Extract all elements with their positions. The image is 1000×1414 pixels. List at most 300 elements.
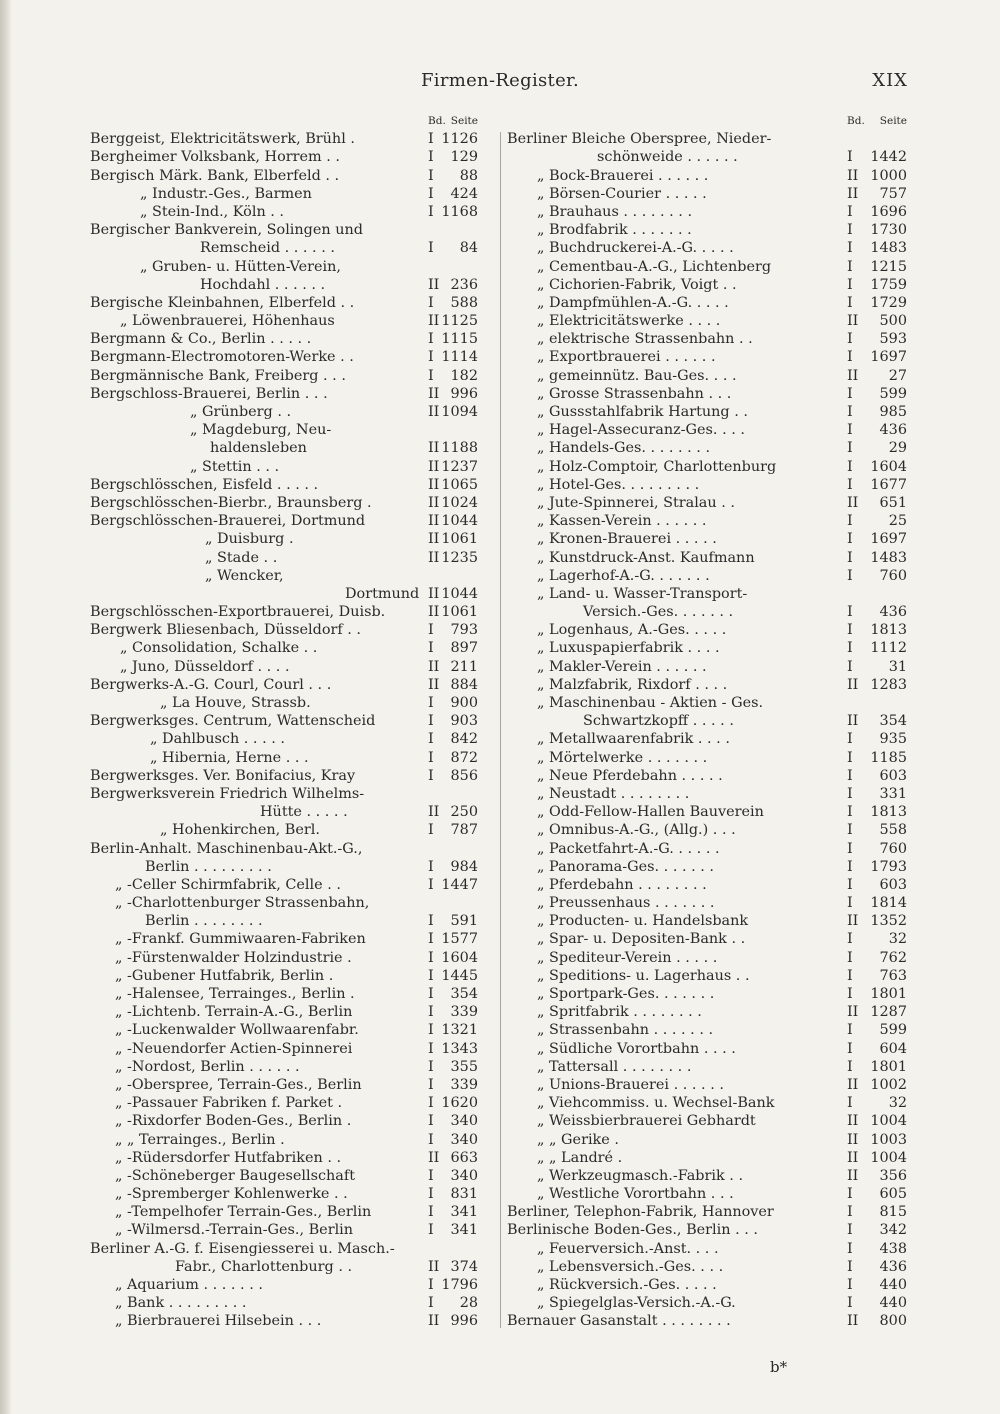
entry-page: 1677 — [870, 476, 907, 493]
entry-volume: I — [847, 1258, 853, 1275]
register-entry — [507, 803, 907, 821]
entry-name: „ Gussstahlfabrik Hartung . . — [537, 404, 748, 420]
register-entry — [90, 894, 480, 912]
entry-page: 591 — [450, 913, 478, 930]
bd-header: Bd. — [428, 115, 446, 127]
register-entry — [90, 1203, 480, 1221]
entry-volume: I — [847, 749, 853, 766]
register-entry — [507, 658, 907, 676]
entry-name: „ Weissbierbrauerei Gebhardt — [537, 1113, 756, 1130]
entry-volume: I — [847, 1022, 853, 1039]
entry-page: 604 — [879, 1040, 907, 1057]
entry-name: „ -Rixdorfer Boden-Ges., Berlin . — [115, 1113, 352, 1130]
entry-page: 1000 — [870, 167, 907, 184]
entry-volume: II — [428, 676, 440, 693]
entry-page: 236 — [450, 276, 478, 293]
entry-page: 341 — [450, 1204, 478, 1221]
register-entry — [90, 1312, 480, 1330]
entry-page: 856 — [450, 767, 478, 784]
entry-name: „ Hibernia, Herne . . . — [150, 749, 309, 766]
entry-volume: I — [428, 913, 434, 930]
entry-page: 29 — [888, 440, 907, 457]
entry-page: 985 — [879, 404, 907, 420]
entry-name: „ Neustadt . . . . . . . . — [537, 785, 690, 802]
register-entry — [507, 767, 907, 785]
register-entry — [507, 1058, 907, 1076]
register-entry — [507, 785, 907, 803]
entry-volume: I — [428, 931, 434, 948]
entry-volume: I — [428, 1204, 434, 1221]
entry-page: 651 — [879, 494, 907, 511]
register-entry — [507, 1021, 907, 1039]
register-entry — [90, 512, 480, 530]
entry-name: „ Buchdruckerei-A.-G. . . . . — [537, 240, 734, 257]
entry-page: 1801 — [870, 986, 907, 1002]
register-entry — [90, 258, 480, 276]
entry-volume: II — [847, 1004, 859, 1021]
entry-name: „ Packetfahrt-A.-G. . . . . . — [537, 840, 720, 857]
entry-volume: II — [428, 604, 440, 621]
entry-name: Bergschlösschen-Brauerei, Dortmund — [90, 513, 366, 530]
register-entry — [90, 1076, 480, 1094]
register-entry — [90, 1185, 480, 1203]
register-entry — [507, 1131, 907, 1149]
entry-page: 354 — [450, 986, 478, 1002]
entry-page: 1004 — [870, 1113, 907, 1130]
entry-volume: I — [428, 1295, 434, 1312]
entry-volume: I — [847, 513, 853, 530]
register-entry — [90, 221, 480, 239]
entry-page: 897 — [450, 640, 478, 657]
entry-volume: I — [428, 949, 434, 966]
register-entry — [90, 1276, 480, 1294]
entry-volume: I — [428, 858, 434, 875]
entry-name: „ La Houve, Strassb. — [160, 695, 311, 711]
register-entry — [507, 1294, 907, 1312]
register-entry — [507, 1076, 907, 1094]
entry-volume: II — [428, 440, 440, 457]
entry-page: 1024 — [441, 494, 478, 511]
register-entry — [507, 1185, 907, 1203]
right-column-header — [507, 112, 907, 130]
register-entry — [507, 385, 907, 403]
register-entry — [90, 403, 480, 421]
left-entries — [90, 130, 480, 1330]
entry-page: 32 — [888, 1095, 907, 1112]
register-entry — [90, 367, 480, 385]
entry-volume: I — [847, 258, 853, 275]
entry-name: Berliner, Telephon-Fabrik, Hannover — [507, 1204, 774, 1221]
entry-page: 900 — [450, 695, 478, 711]
entry-name: „ Dahlbusch . . . . . — [150, 731, 285, 748]
entry-volume: II — [428, 804, 440, 821]
entry-page: 1696 — [870, 203, 907, 220]
register-entry — [507, 840, 907, 858]
bd-header: Bd. — [847, 115, 865, 127]
entry-volume: I — [428, 349, 434, 366]
entry-name: „ Bock-Brauerei . . . . . . — [537, 167, 709, 184]
entry-page: 129 — [450, 149, 478, 166]
entry-volume: I — [847, 385, 853, 402]
register-entry — [507, 312, 907, 330]
entry-name: „ Hohenkirchen, Berl. — [160, 822, 320, 839]
entry-volume: II — [428, 313, 440, 330]
register-entry — [507, 239, 907, 257]
entry-page: 331 — [879, 785, 907, 802]
entry-name: „ Holz-Comptoir, Charlottenburg — [537, 458, 777, 475]
entry-name: „ Juno, Düsseldorf . . . . — [120, 658, 290, 675]
entry-volume: II — [428, 658, 440, 675]
entry-name: Bernauer Gasanstalt . . . . . . . . — [507, 1313, 731, 1330]
entry-page: 211 — [450, 658, 478, 675]
entry-page: 1442 — [870, 149, 907, 166]
register-entry — [90, 476, 480, 494]
register-entry — [507, 530, 907, 548]
entry-name: „ Industr.-Ges., Barmen — [140, 185, 312, 202]
entry-volume: I — [847, 731, 853, 748]
entry-page: 793 — [450, 622, 478, 639]
entry-page: 1813 — [870, 622, 907, 639]
entry-name: „ Spiegelglas-Versich.-A.-G. — [537, 1295, 736, 1312]
entry-page: 1168 — [441, 203, 478, 220]
left-column-header — [90, 112, 480, 130]
entry-volume: I — [428, 695, 434, 711]
entry-name: „ Logenhaus, A.-Ges. . . . . — [537, 622, 727, 639]
register-entry — [507, 985, 907, 1003]
entry-volume: I — [428, 185, 434, 202]
entry-name: „ Lebensversich.-Ges. . . . — [537, 1258, 724, 1275]
entry-page: 1814 — [870, 895, 907, 912]
entry-page: 339 — [450, 1076, 478, 1093]
entry-volume: I — [847, 240, 853, 257]
register-entry — [90, 967, 480, 985]
entry-name: „ Jute-Spinnerei, Stralau . . — [537, 494, 735, 511]
signature-mark: b* — [770, 1358, 788, 1376]
entry-name: „ Producten- u. Handelsbank — [537, 913, 749, 930]
register-entry — [90, 185, 480, 203]
entry-volume: II — [428, 585, 440, 602]
register-entry — [507, 894, 907, 912]
register-entry — [90, 1167, 480, 1185]
entry-page: 1604 — [441, 949, 478, 966]
entry-name: „ gemeinnütz. Bau-Ges. . . . — [537, 367, 737, 384]
entry-page: 1004 — [870, 1149, 907, 1166]
register-entry — [507, 621, 907, 639]
entry-name: Berlin-Anhalt. Maschinenbau-Akt.-G., — [90, 840, 363, 857]
register-entry — [90, 567, 480, 585]
entry-page: 903 — [450, 713, 478, 730]
register-entry — [507, 567, 907, 585]
register-entry — [507, 712, 907, 730]
entry-name: Remscheid . . . . . . — [200, 240, 335, 257]
entry-volume: I — [428, 767, 434, 784]
entry-volume: I — [847, 1204, 853, 1221]
entry-page: 1044 — [441, 513, 478, 530]
entry-volume: I — [847, 1295, 853, 1312]
entry-volume: I — [847, 967, 853, 984]
register-entry — [507, 148, 907, 166]
entry-page: 1061 — [441, 531, 478, 548]
entry-name: Berliner Bleiche Oberspree, Nieder- — [507, 131, 772, 148]
entry-page: 884 — [450, 676, 478, 693]
entry-volume: II — [847, 1076, 859, 1093]
entry-name: „ Brodfabrik . . . . . . . — [537, 222, 692, 239]
entry-volume: I — [428, 822, 434, 839]
register-entry — [507, 1203, 907, 1221]
entry-volume: I — [847, 949, 853, 966]
entry-volume: I — [847, 658, 853, 675]
entry-name: „ -Luckenwalder Wollwaarenfabr. — [115, 1022, 359, 1039]
register-entry — [90, 1094, 480, 1112]
entry-volume: II — [428, 404, 440, 420]
entry-name: „ -Halensee, Terrainges., Berlin . — [115, 986, 355, 1002]
entry-volume: I — [428, 1131, 434, 1148]
entry-name: „ Duisburg . — [205, 531, 294, 548]
register-entry — [90, 803, 480, 821]
entry-volume: II — [847, 367, 859, 384]
entry-page: 1002 — [870, 1076, 907, 1093]
register-entry — [507, 749, 907, 767]
entry-name: Bergschlösschen-Exportbrauerei, Duisb. — [90, 604, 386, 621]
entry-name: Fabr., Charlottenburg . . — [175, 1258, 353, 1275]
register-entry — [507, 694, 907, 712]
entry-volume: I — [428, 749, 434, 766]
entry-name: „ Hotel-Ges. . . . . . . . . — [537, 476, 700, 493]
entry-name: „ Südliche Vorortbahn . . . . — [537, 1040, 736, 1057]
entry-name: „ Exportbrauerei . . . . . . — [537, 349, 716, 366]
entry-page: 1215 — [870, 258, 907, 275]
register-entry — [507, 1276, 907, 1294]
entry-volume: I — [847, 622, 853, 639]
entry-name: „ Bierbrauerei Hilsebein . . . — [115, 1313, 322, 1330]
entry-volume: I — [428, 149, 434, 166]
register-entry — [90, 312, 480, 330]
entry-name: „ Cementbau-A.-G., Lichtenberg — [537, 258, 772, 275]
entry-volume: I — [847, 767, 853, 784]
entry-name: Schwartzkopff . . . . . — [583, 713, 734, 730]
register-entry — [507, 276, 907, 294]
entry-name: „ Brauhaus . . . . . . . . — [537, 203, 693, 220]
entry-name: Bergschloss-Brauerei, Berlin . . . — [90, 385, 328, 402]
register-entry — [90, 294, 480, 312]
register-entry — [90, 821, 480, 839]
register-entry — [507, 185, 907, 203]
entry-name: „ -Celler Schirmfabrik, Celle . . — [115, 876, 341, 893]
entry-page: 28 — [459, 1295, 478, 1312]
entry-volume: I — [428, 331, 434, 348]
entry-volume: II — [847, 713, 859, 730]
register-entry — [507, 494, 907, 512]
entry-name: „ Kunstdruck-Anst. Kaufmann — [537, 549, 755, 566]
register-entry — [90, 348, 480, 366]
entry-page: 605 — [879, 1186, 907, 1203]
register-entry — [507, 930, 907, 948]
register-entry — [90, 639, 480, 657]
entry-page: 500 — [879, 313, 907, 330]
entry-page: 1112 — [870, 640, 907, 657]
entry-volume: I — [847, 822, 853, 839]
entry-page: 1793 — [870, 858, 907, 875]
entry-name: „ Unions-Brauerei . . . . . . — [537, 1076, 724, 1093]
register-entry — [90, 1258, 480, 1276]
register-entry — [90, 530, 480, 548]
entry-page: 603 — [879, 767, 907, 784]
entry-name: „ -Gubener Hutfabrik, Berlin . — [115, 967, 334, 984]
register-entry — [507, 1167, 907, 1185]
register-entry — [90, 1131, 480, 1149]
entry-name: „ -Fürstenwalder Holzindustrie . — [115, 949, 352, 966]
entry-name: Berggeist, Elektricitätswerk, Brühl . — [90, 131, 355, 148]
entry-page: 1126 — [441, 131, 478, 148]
register-entry — [90, 785, 480, 803]
entry-volume: I — [847, 476, 853, 493]
entry-page: 1283 — [870, 676, 907, 693]
entry-name: Bergische Kleinbahnen, Elberfeld . . — [90, 294, 355, 311]
entry-name: Bergmännische Bank, Freiberg . . . — [90, 367, 346, 384]
entry-page: 84 — [459, 240, 478, 257]
entry-page: 1483 — [870, 240, 907, 257]
register-entry — [507, 221, 907, 239]
entry-page: 356 — [879, 1167, 907, 1184]
entry-volume: I — [847, 858, 853, 875]
entry-volume: I — [847, 331, 853, 348]
entry-page: 436 — [879, 604, 907, 621]
register-entry — [507, 130, 907, 148]
entry-volume: II — [847, 313, 859, 330]
entry-page: 1185 — [870, 749, 907, 766]
entry-name: „ Stein-Ind., Köln . . — [140, 203, 285, 220]
entry-volume: II — [847, 167, 859, 184]
register-entry — [90, 330, 480, 348]
entry-name: Bergischer Bankverein, Solingen und — [90, 222, 363, 239]
entry-page: 1620 — [441, 1095, 478, 1112]
entry-name: „ Makler-Verein . . . . . . — [537, 658, 707, 675]
entry-page: 355 — [450, 1058, 478, 1075]
entry-page: 593 — [879, 331, 907, 348]
entry-page: 558 — [879, 822, 907, 839]
entry-name: „ Maschinenbau - Aktien - Ges. — [537, 695, 764, 711]
entry-page: 800 — [879, 1313, 907, 1330]
entry-name: „ Viehcommiss. u. Wechsel-Bank — [537, 1095, 775, 1112]
entry-volume: I — [428, 131, 434, 148]
entry-page: 1321 — [441, 1022, 478, 1039]
entry-name: Bergmann & Co., Berlin . . . . . — [90, 331, 312, 348]
entry-name: „ -Wilmersd.-Terrain-Ges., Berlin — [115, 1222, 354, 1239]
entry-volume: II — [847, 1131, 859, 1148]
entry-volume: II — [847, 1113, 859, 1130]
entry-name: Hütte . . . . . — [260, 804, 348, 821]
entry-volume: I — [847, 294, 853, 311]
entry-page: 1237 — [441, 458, 478, 475]
column-divider — [500, 132, 501, 1328]
register-entry — [507, 512, 907, 530]
entry-page: 1188 — [441, 440, 478, 457]
entry-name: „ Cichorien-Fabrik, Voigt . . — [537, 276, 737, 293]
entry-name: „ Metallwaarenfabrik . . . . — [537, 731, 730, 748]
entry-volume: II — [847, 1167, 859, 1184]
register-entry — [507, 639, 907, 657]
entry-page: 1604 — [870, 458, 907, 475]
entry-name: „ Spar- u. Depositen-Bank . . — [537, 931, 746, 948]
register-entry — [90, 1112, 480, 1130]
entry-name: „ Kronen-Brauerei . . . . . — [537, 531, 717, 548]
entry-volume: I — [847, 458, 853, 475]
entry-name: „ „ Landré . — [537, 1149, 623, 1166]
entry-name: „ Hagel-Assecuranz-Ges. . . . — [537, 422, 745, 439]
entry-volume: I — [428, 203, 434, 220]
register-entry — [507, 1258, 907, 1276]
entry-page: 1483 — [870, 549, 907, 566]
entry-volume: I — [847, 931, 853, 948]
entry-name: „ Stettin . . . — [190, 458, 280, 475]
register-entry — [507, 549, 907, 567]
entry-name: Versich.-Ges. . . . . . . — [583, 604, 734, 621]
entry-name: „ Rückversich.-Ges. . . . . — [537, 1277, 717, 1293]
register-entry — [90, 203, 480, 221]
entry-volume: I — [847, 804, 853, 821]
entry-name: „ -Frankf. Gummiwaaren-Fabriken — [115, 931, 366, 948]
entry-page: 1697 — [870, 531, 907, 548]
entry-page: 663 — [450, 1149, 478, 1166]
entry-name: „ -Tempelhofer Terrain-Ges., Berlin — [115, 1204, 372, 1221]
entry-volume: I — [428, 1022, 434, 1039]
entry-name: „ -Neuendorfer Actien-Spinnerei — [115, 1040, 353, 1057]
entry-name: Berlin . . . . . . . . — [145, 913, 263, 930]
entry-volume: I — [847, 1222, 853, 1239]
entry-volume: II — [428, 276, 440, 293]
entry-page: 1061 — [441, 604, 478, 621]
entry-name: haldensleben — [210, 440, 307, 457]
entry-page: 341 — [450, 1222, 478, 1239]
entry-name: „ Grosse Strassenbahn . . . — [537, 385, 732, 402]
entry-page: 1801 — [870, 1058, 907, 1075]
left-column — [90, 112, 480, 1331]
register-entry — [90, 439, 480, 457]
register-entry — [90, 1003, 480, 1021]
entry-page: 1044 — [441, 585, 478, 602]
register-entry — [507, 585, 907, 603]
register-entry — [507, 821, 907, 839]
entry-name: Bergwerks-A.-G. Courl, Courl . . . — [90, 676, 332, 693]
entry-name: schönweide . . . . . . — [597, 149, 738, 166]
entry-volume: I — [847, 986, 853, 1002]
register-entry — [90, 749, 480, 767]
register-entry — [90, 658, 480, 676]
entry-volume: I — [847, 404, 853, 420]
entry-page: 1730 — [870, 222, 907, 239]
register-entry — [90, 858, 480, 876]
entry-name: „ Tattersall . . . . . . . . — [537, 1058, 692, 1075]
register-entry — [507, 348, 907, 366]
entry-volume: I — [847, 349, 853, 366]
entry-volume: I — [847, 1058, 853, 1075]
entry-page: 762 — [879, 949, 907, 966]
entry-page: 935 — [879, 731, 907, 748]
entry-volume: II — [847, 494, 859, 511]
entry-name: „ Handels-Ges. . . . . . . . — [537, 440, 711, 457]
entry-name: „ Preussenhaus . . . . . . . — [537, 895, 715, 912]
entry-volume: II — [428, 1258, 440, 1275]
entry-name: „ -Schöneberger Baugesellschaft — [115, 1167, 355, 1184]
register-entry — [507, 330, 907, 348]
register-entry — [507, 858, 907, 876]
entry-page: 436 — [879, 1258, 907, 1275]
register-entry — [507, 967, 907, 985]
entry-name: „ Mörtelwerke . . . . . . . — [537, 749, 708, 766]
entry-page: 342 — [879, 1222, 907, 1239]
entry-page: 1287 — [870, 1004, 907, 1021]
register-entry — [90, 1040, 480, 1058]
